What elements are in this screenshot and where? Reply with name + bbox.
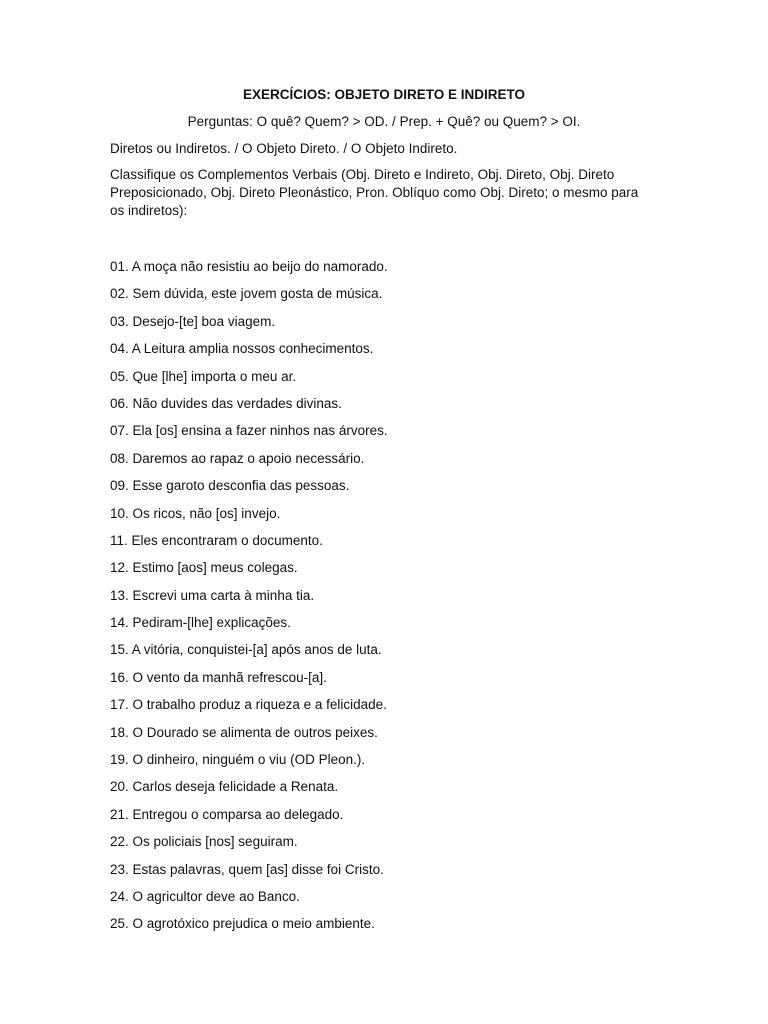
exercise-list: [110, 258, 670, 943]
exercise-item: 07. Ela [os] ensina a fazer ninhos nas árvores.: [110, 423, 388, 439]
exercise-item: 14. Pediram-[lhe] explicações.: [110, 615, 291, 631]
exercise-item: 12. Estimo [aos] meus colegas.: [110, 560, 298, 576]
exercise-item: 01. A moça não resistiu ao beijo do namorado.: [110, 259, 388, 274]
instruction-line-2: Classifique os Complementos Verbais (Obj. Direto e Indireto, Obj. Direto, Obj. Direto Preposicionado, Obj. Direto Pleonástico, Pron. Oblíquo como Obj. Direto; o mesmo para os indiretos):: [110, 167, 639, 218]
exercise-item: 17. O trabalho produz a riqueza e a felicidade.: [110, 697, 387, 713]
exercise-item: 20. Carlos deseja felicidade a Renata.: [110, 779, 339, 795]
exercise-item: 11. Eles encontraram o documento.: [110, 532, 323, 548]
exercise-item: 21. Entregou o comparsa ao delegado.: [110, 806, 344, 822]
exercise-item: 08. Daremos ao rapaz o apoio necessário.: [110, 450, 365, 466]
exercise-item: 10. Os ricos, não [os] invejo.: [110, 505, 281, 521]
exercise-item: 19. O dinheiro, ninguém o viu (OD Pleon.).: [110, 752, 366, 768]
exercise-item: 15. A vitória, conquistei-[a] após anos de luta.: [110, 642, 382, 658]
exercise-item: 24. O agricultor deve ao Banco.: [110, 888, 300, 904]
document-title: EXERCÍCIOS: OBJETO DIRETO E INDIRETO: [242, 87, 526, 102]
exercise-item: 13. Escrevi uma carta à minha tia.: [110, 587, 315, 603]
exercise-item: 16. O vento da manhã refrescou-[a].: [110, 669, 327, 685]
exercise-item: 18. O Dourado se alimenta de outros peixes.: [110, 724, 378, 740]
exercise-item: 22. Os policiais [nos] seguiram.: [110, 834, 298, 850]
exercise-item: 03. Desejo-[te] boa viagem.: [110, 313, 276, 329]
exercise-item: 02. Sem dúvida, este jovem gosta de música.: [110, 286, 383, 302]
exercise-item: 25. O agrotóxico prejudica o meio ambiente.: [110, 916, 375, 932]
questions-hint: Perguntas: O quê? Quem? > OD. / Prep. + Quê? ou Quem? > OI.: [187, 114, 581, 129]
exercise-item: 09. Esse garoto desconfia das pessoas.: [110, 478, 350, 494]
exercise-item: 04. A Leitura amplia nossos conhecimentos.: [110, 341, 374, 357]
exercise-item: 05. Que [lhe] importa o meu ar.: [110, 368, 297, 384]
exercise-item: 23. Estas palavras, quem [as] disse foi Cristo.: [110, 861, 384, 877]
instruction-line-1: Diretos ou Indiretos. / O Objeto Direto. / O Objeto Indireto.: [110, 141, 458, 156]
exercise-item: 06. Não duvides das verdades divinas.: [110, 395, 342, 411]
